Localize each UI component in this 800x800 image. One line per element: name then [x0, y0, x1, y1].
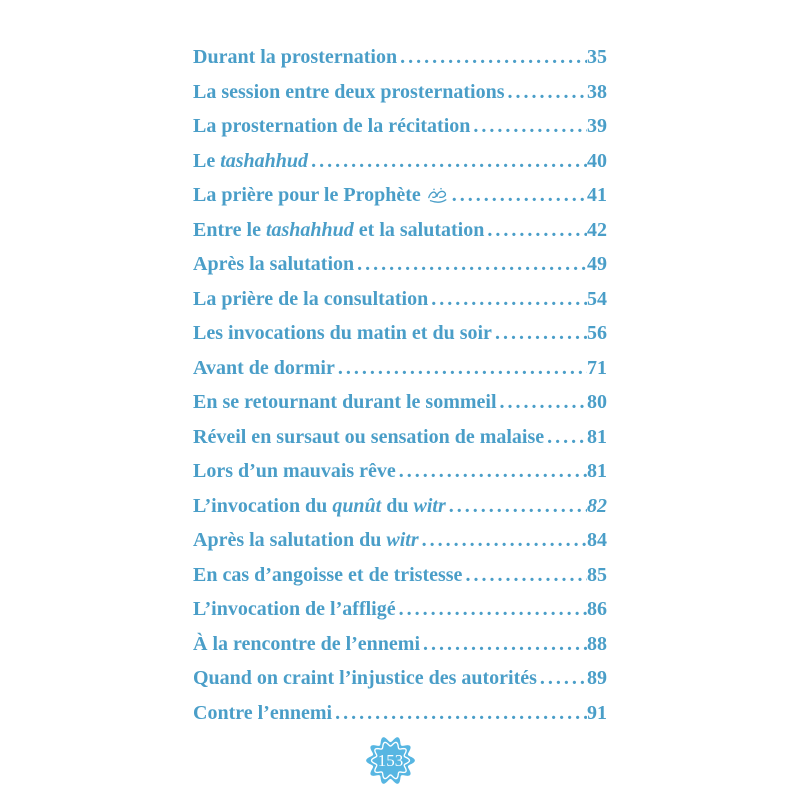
toc-entry-page: 82	[587, 494, 607, 517]
toc-entry	[193, 213, 607, 248]
toc-entry-page: 81	[587, 425, 607, 448]
dot-leader	[397, 40, 587, 75]
dot-leader	[446, 489, 587, 524]
toc-entry-page: 49	[587, 253, 607, 275]
toc-entry-label: Après la salutation du witr	[193, 529, 419, 551]
toc-entry	[193, 661, 607, 696]
toc-entry-label: À la rencontre de l’ennemi	[193, 632, 421, 655]
toc-entry-page: 56	[587, 322, 607, 344]
dot-leader	[484, 213, 587, 248]
toc-entry	[193, 558, 607, 593]
toc-entry-page: 89	[587, 667, 607, 689]
toc-entry-page: 86	[587, 598, 607, 620]
badge-number: 153	[377, 750, 404, 770]
toc-entry-label: La session entre deux prosternations	[193, 80, 505, 103]
toc-entry	[193, 282, 607, 317]
toc-entry-label: Durant la prosternation	[193, 46, 398, 68]
toc-entry-label: Réveil en sursaut ou sensation de malaise	[193, 425, 545, 448]
dot-leader	[470, 109, 587, 144]
page-number-badge	[362, 732, 419, 789]
toc-entry-page: 42	[587, 218, 607, 241]
dot-leader	[497, 385, 587, 420]
toc-entry-label: La prosternation de la récitation	[193, 115, 471, 137]
table-of-contents	[193, 40, 607, 730]
toc-entry-label: En cas d’angoisse et de tristesse	[193, 563, 463, 586]
toc-entry	[193, 385, 607, 420]
toc-entry	[193, 454, 607, 489]
toc-entry	[193, 627, 607, 662]
toc-entry	[193, 316, 607, 351]
toc-entry-label: Avant de dormir	[193, 356, 335, 379]
toc-entry	[193, 144, 607, 179]
toc-entry-page: 91	[587, 701, 607, 724]
toc-entry-page: 41	[587, 184, 607, 206]
dot-leader	[419, 523, 587, 558]
toc-entry-label: En se retournant durant le sommeil	[193, 391, 497, 413]
toc-entry-label: Quand on craint l’injustice des autorités	[193, 667, 537, 689]
dot-leader	[354, 247, 587, 282]
toc-entry-page: 88	[587, 632, 607, 655]
dot-leader	[492, 316, 587, 351]
dot-leader	[449, 178, 587, 213]
dot-leader	[308, 144, 587, 179]
toc-entry	[193, 247, 607, 282]
toc-entry	[193, 351, 607, 386]
toc-entry-label: Après la salutation	[193, 253, 355, 275]
toc-entry	[193, 178, 607, 213]
toc-entry-page: 35	[587, 46, 607, 68]
toc-entry-label: La prière de la consultation	[193, 287, 429, 310]
toc-entry	[193, 420, 607, 455]
toc-entry	[193, 40, 607, 75]
dot-leader	[396, 592, 587, 627]
toc-entry-page: 85	[587, 563, 607, 586]
toc-entry-label: Lors d’un mauvais rêve	[193, 460, 396, 482]
toc-entry-label: L’invocation de l’affligé	[193, 598, 396, 620]
toc-entry	[193, 109, 607, 144]
dot-leader	[335, 351, 587, 386]
toc-entry	[193, 523, 607, 558]
toc-entry-page: 38	[587, 80, 607, 103]
toc-entry-label: L’invocation du qunût du witr	[193, 494, 446, 517]
dot-leader	[332, 696, 587, 731]
toc-entry-page: 39	[587, 115, 607, 137]
toc-entry-label: Les invocations du matin et du soir	[193, 322, 492, 344]
dot-leader	[428, 282, 587, 317]
dot-leader	[537, 661, 587, 696]
dot-leader	[505, 75, 587, 110]
dot-leader	[544, 420, 587, 455]
toc-entry-page: 80	[587, 391, 607, 413]
saws-calligraphy-icon	[427, 186, 448, 204]
toc-entry	[193, 592, 607, 627]
toc-entry	[193, 75, 607, 110]
dot-leader	[396, 454, 587, 489]
toc-entry-label: Entre le tashahhud et la salutation	[193, 218, 485, 241]
dot-leader	[462, 558, 587, 593]
toc-entry-label: Contre l’ennemi	[193, 701, 333, 724]
toc-entry-label: Le tashahhud	[193, 149, 309, 172]
toc-entry-page: 71	[587, 356, 607, 379]
toc-entry-page: 84	[587, 529, 607, 551]
toc-entry-page: 40	[587, 149, 607, 172]
toc-entry-page: 81	[587, 460, 607, 482]
toc-entry-label: La prière pour le Prophète	[193, 178, 449, 213]
toc-entry	[193, 489, 607, 524]
dot-leader	[420, 627, 587, 662]
toc-entry-page: 54	[587, 287, 607, 310]
toc-entry	[193, 696, 607, 731]
